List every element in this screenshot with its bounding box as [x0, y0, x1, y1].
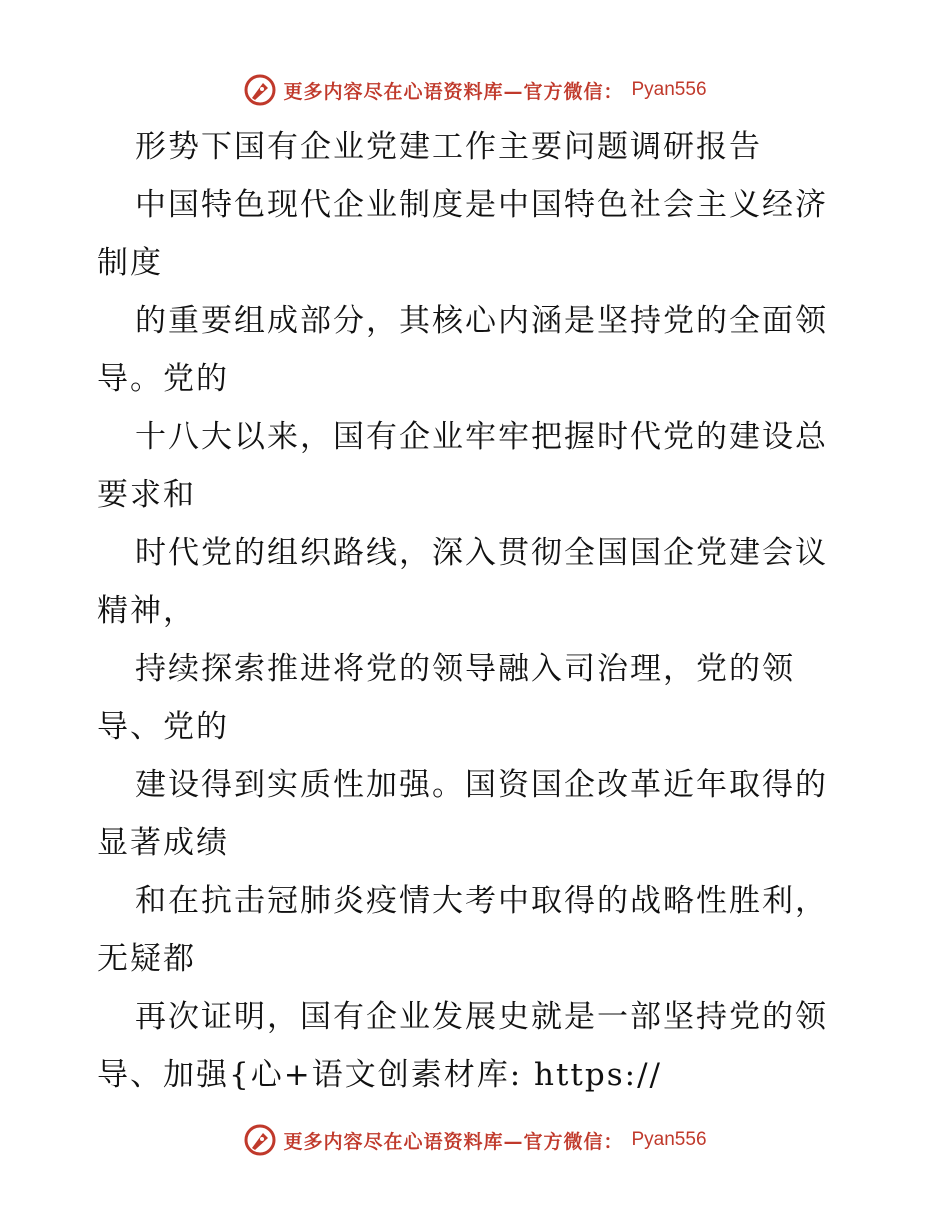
- footer-banner-brand: 更多内容尽在心语资料库—官方微信：: [283, 1130, 624, 1153]
- text-line: 时代党的组织路线，深入贯彻全国国企党建会议: [135, 535, 828, 571]
- text-line: 的重要组成部分，其核心内涵是坚持党的全面领: [135, 303, 828, 339]
- pen-nib-circle-icon: [243, 1123, 277, 1157]
- text-line: 再次证明，国有企业发展史就是一部坚持党的领: [135, 999, 828, 1035]
- footer-banner: [0, 1120, 950, 1160]
- text-line: 精神，: [97, 593, 196, 629]
- text-line: 十八大以来，国有企业牢牢把握时代党的建设总: [135, 419, 828, 455]
- text-line: 和在抗击冠肺炎疫情大考中取得的战略性胜利，: [135, 883, 828, 919]
- text-line: 显著成绩: [97, 825, 229, 861]
- text-line: 无疑都: [97, 941, 196, 977]
- pen-nib-circle-icon: [243, 73, 277, 107]
- footer-banner-contact: Pyan556: [631, 1129, 707, 1150]
- document-body: [97, 118, 897, 1104]
- header-banner-contact: Pyan556: [631, 79, 707, 100]
- text-line: 导、加强{心+语文创素材库: https://: [97, 1057, 662, 1093]
- text-line: 建设得到实质性加强。国资国企改革近年取得的: [135, 767, 828, 803]
- header-banner-brand: 更多内容尽在心语资料库—官方微信：: [283, 80, 624, 103]
- text-line: 导、党的: [97, 709, 229, 745]
- text-line: 制度: [97, 245, 163, 281]
- text-line: 中国特色现代企业制度是中国特色社会主义经济: [135, 187, 828, 223]
- text-line: 导。党的: [97, 361, 229, 397]
- header-banner: [0, 70, 950, 110]
- text-line: 要求和: [97, 477, 196, 513]
- text-line: 形势下国有企业党建工作主要问题调研报告: [135, 129, 762, 165]
- text-line: 持续探索推进将党的领导融入司治理，党的领: [135, 651, 795, 687]
